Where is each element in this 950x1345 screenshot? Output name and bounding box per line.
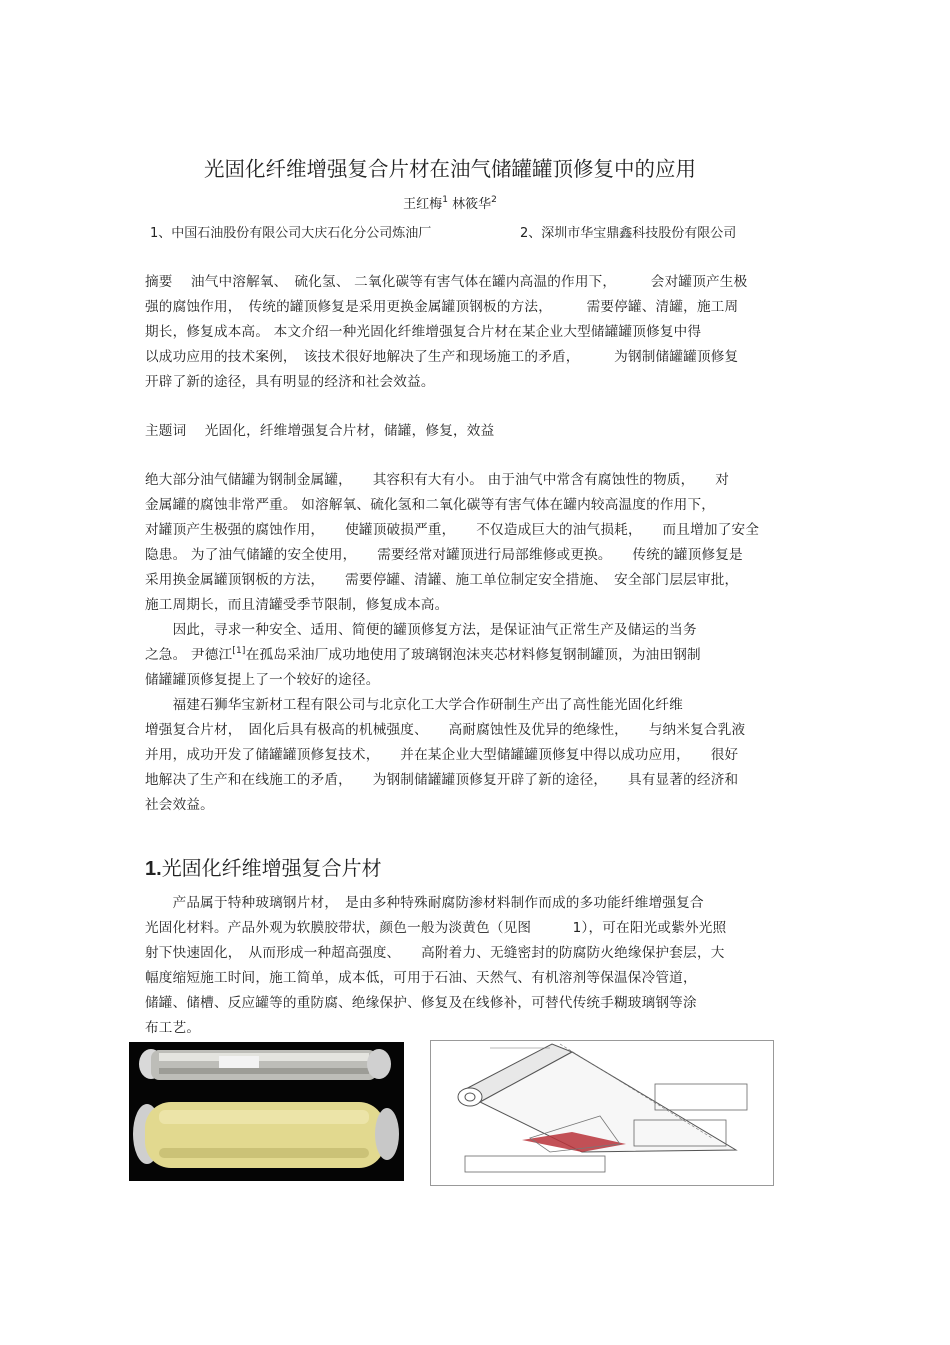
affiliation-1: 1、中国石油股份有限公司大庆石化分公司炼油厂: [150, 226, 432, 241]
section-line: 产品属于特种玻璃钢片材， 是由多种特殊耐腐防渗材料制作而成的多功能纤维增强复合: [145, 895, 704, 911]
intro-line: 隐患。 为了油气储罐的安全使用， 需要经常对罐顶进行局部维修或更换。 传统的罐顶修复是: [145, 547, 743, 563]
intro-text: 在孤岛采油厂成功地使用了玻璃钢泡沫夹芯材料修复钢制罐顶，为油田钢制: [245, 647, 701, 663]
author-2: 林筱华: [452, 197, 492, 212]
section-line: 射下快速固化， 从而形成一种超高强度、 高附着力、无缝密封的防腐防火绝缘保护套层，大: [145, 945, 725, 961]
abstract-line: 强的腐蚀作用， 传统的罐顶修复是采用更换金属罐顶钢板的方法， 需要停罐、清罐，施工周: [145, 299, 739, 315]
intro-line: 绝大部分油气储罐为钢制金属罐， 其容积有大有小。 由于油气中常含有腐蚀性的物质， 对: [145, 472, 730, 488]
intro-line: 金属罐的腐蚀非常严重。 如溶解氧、硫化氢和二氧化碳等有害气体在罐内较高温度的作用下，: [145, 497, 716, 513]
intro-line: 增强复合片材， 固化后具有极高的机械强度、 高耐腐蚀性及优异的绝缘性， 与纳米复合乳液: [145, 722, 746, 738]
structure-diagram: [430, 1040, 774, 1186]
citation-ref: [1]: [232, 646, 246, 656]
keywords: 主题词 光固化，纤维增强复合片材，储罐，修复，效益: [145, 423, 495, 439]
affiliation-2: 2、深圳市华宝鼎鑫科技股份有限公司: [520, 226, 737, 241]
product-photo-drawing: [129, 1042, 404, 1181]
intro-text: 之急。 尹德江: [145, 647, 233, 663]
section-line: 幅度缩短施工时间，施工简单，成本低，可用于石油、天然气、有机溶剂等保温保冷管道，: [145, 970, 697, 986]
intro-line: 社会效益。: [145, 797, 214, 813]
intro-line: 并用，成功开发了储罐罐顶修复技术， 并在某企业大型储罐罐顶修复中得以成功应用， 很好: [145, 747, 739, 763]
section-heading: [145, 852, 382, 881]
intro-line: 采用换金属罐顶钢板的方法， 需要停罐、清罐、施工单位制定安全措施、 安全部门层层审批，: [145, 572, 739, 588]
abstract-line: 以成功应用的技术案例， 该技术很好地解决了生产和现场施工的矛盾， 为钢制储罐罐顶修复: [145, 349, 739, 365]
author-2-sup: 2: [491, 195, 497, 205]
abstract-line: 期长，修复成本高。 本文介绍一种光固化纤维增强复合片材在某企业大型储罐罐顶修复中得: [145, 324, 702, 340]
author-1-sup: 1: [442, 195, 448, 205]
intro-line: 地解决了生产和在线施工的矛盾， 为钢制储罐罐顶修复开辟了新的途径， 具有显著的经济和: [145, 772, 739, 788]
intro-line: 因此，寻求一种安全、适用、简便的罐顶修复方法，是保证油气正常生产及储运的当务: [145, 622, 697, 638]
author-line: [0, 193, 900, 212]
product-photo: [129, 1042, 404, 1181]
section-title: 光固化纤维增强复合片材: [161, 856, 382, 880]
author-1: 王红梅: [403, 197, 443, 212]
section-number: 1.: [145, 858, 162, 880]
abstract-line: 摘要 油气中溶解氧、 硫化氢、 二氧化碳等有害气体在罐内高温的作用下， 会对罐顶产生极: [145, 274, 748, 290]
structure-diagram-drawing: [430, 1040, 774, 1186]
section-line: 光固化材料。产品外观为软膜胶带状，颜色一般为淡黄色（见图 1），可在阳光或紫外光照: [145, 920, 727, 936]
intro-line: 储罐罐顶修复提上了一个较好的途径。: [145, 672, 380, 688]
intro-line: 福建石狮华宝新材工程有限公司与北京化工大学合作研制生产出了高性能光固化纤维: [145, 697, 683, 713]
intro-line: 对罐顶产生极强的腐蚀作用， 使罐顶破损严重， 不仅造成巨大的油气损耗， 而且增加了安全: [145, 522, 760, 538]
intro-line: [145, 643, 701, 663]
paper-title: 光固化纤维增强复合片材在油气储罐罐顶修复中的应用: [204, 157, 696, 181]
section-line: 储罐、储槽、反应罐等的重防腐、绝缘保护、修复及在线修补，可替代传统手糊玻璃钢等涂: [145, 995, 697, 1011]
abstract-line: 开辟了新的途径，具有明显的经济和社会效益。: [145, 374, 435, 390]
section-line: 布工艺。: [145, 1020, 201, 1036]
intro-line: 施工周期长，而且清罐受季节限制，修复成本高。: [145, 597, 449, 613]
